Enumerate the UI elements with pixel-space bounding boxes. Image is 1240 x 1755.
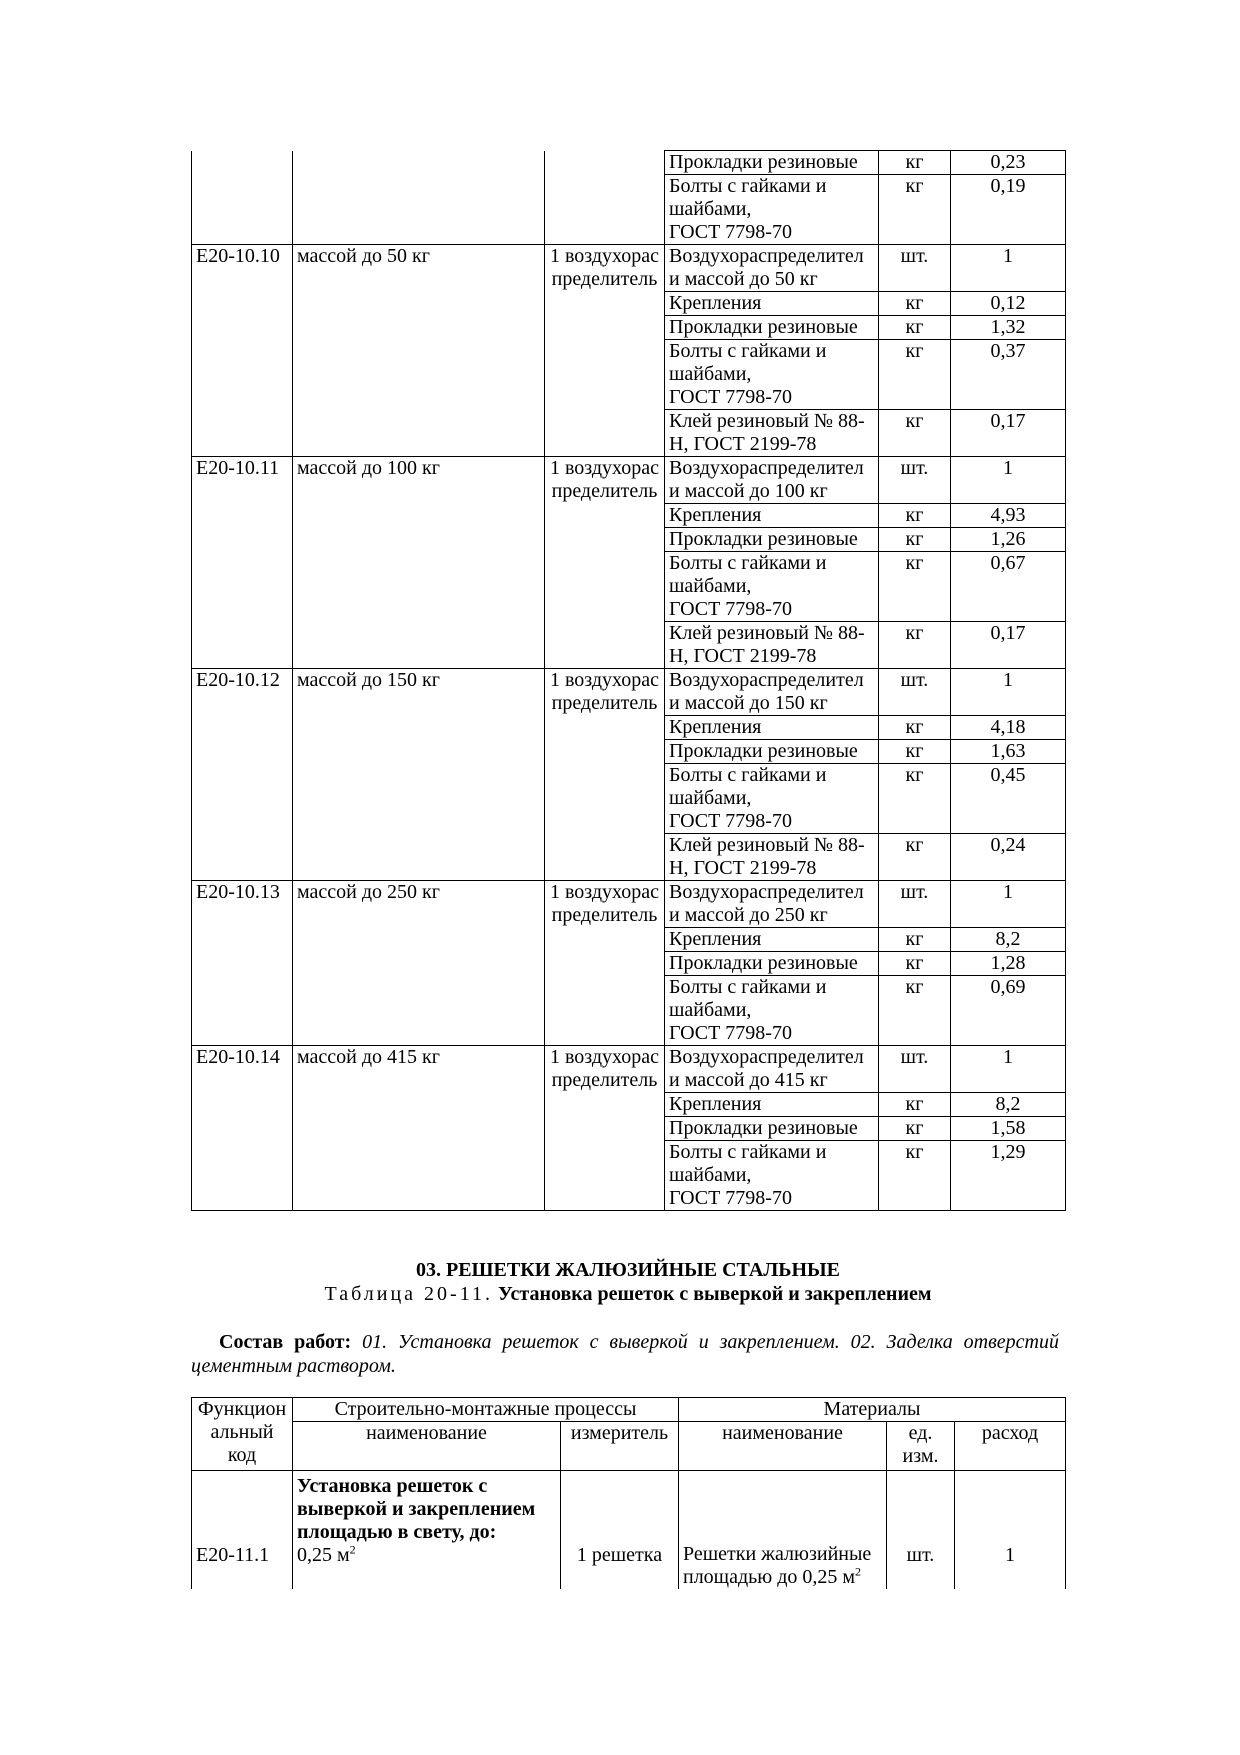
row-code: Е20-11.1	[192, 1471, 293, 1590]
row-unit: шт.	[887, 1471, 955, 1590]
material-name: Болты с гайками и шайбами, ГОСТ 7798-70	[665, 552, 879, 622]
table-title: Установка решеток с выверкой и закреплением	[497, 1283, 932, 1305]
material-unit: кг	[879, 340, 951, 410]
material-name: Крепления	[665, 292, 879, 316]
material-unit: кг	[879, 928, 951, 952]
row-qty: 1	[955, 1471, 1066, 1590]
row-code	[192, 151, 293, 245]
row-size-value: 0,25 м	[297, 1544, 350, 1566]
row-measure: 1 воздухорас пределитель	[545, 245, 665, 457]
material-name: Прокладки резиновые	[665, 1117, 879, 1141]
header-mat-qty: расход	[955, 1422, 1066, 1471]
material-name: Прокладки резиновые	[665, 952, 879, 976]
material-unit: кг	[879, 528, 951, 552]
row-measure: 1 воздухорас пределитель	[545, 669, 665, 881]
row-code: Е20-10.12	[192, 669, 293, 881]
material-unit: кг	[879, 834, 951, 881]
material-name: Воздухораспределител и массой до 415 кг	[665, 1046, 879, 1093]
material-unit: кг	[879, 552, 951, 622]
material-qty: 1,29	[951, 1141, 1066, 1211]
table-row	[192, 881, 1066, 928]
material-name: Прокладки резиновые	[665, 528, 879, 552]
row-name	[293, 151, 545, 245]
material-qty: 0,45	[951, 764, 1066, 834]
material-unit: шт.	[879, 669, 951, 716]
material-qty: 0,12	[951, 292, 1066, 316]
material-unit: кг	[879, 716, 951, 740]
material-qty: 0,37	[951, 340, 1066, 410]
material-name: Болты с гайками и шайбами, ГОСТ 7798-70	[665, 175, 879, 245]
material-unit: кг	[879, 764, 951, 834]
material-qty: 1,32	[951, 316, 1066, 340]
material-unit: кг	[879, 1141, 951, 1211]
section-title: 03. РЕШЕТКИ ЖАЛЮЗИЙНЫЕ СТАЛЬНЫЕ	[416, 1259, 840, 1281]
table-row	[192, 669, 1066, 716]
material-name: Болты с гайками и шайбами, ГОСТ 7798-70	[665, 1141, 879, 1211]
row-measure: 1 решетка	[561, 1471, 679, 1590]
material-qty: 1	[951, 881, 1066, 928]
table-number: Таблица 20-11.	[324, 1283, 493, 1305]
material-name: Клей резиновый № 88-Н, ГОСТ 2199-78	[665, 410, 879, 457]
material-qty: 0,17	[951, 410, 1066, 457]
row-name	[293, 1471, 561, 1590]
material-qty: 1	[951, 669, 1066, 716]
material-qty: 0,17	[951, 622, 1066, 669]
material-unit: шт.	[879, 881, 951, 928]
row-name: массой до 250 кг	[293, 881, 545, 1046]
material-name: Воздухораспределител и массой до 50 кг	[665, 245, 879, 292]
row-mat-name-sup: 2	[855, 1564, 862, 1579]
row-size	[297, 1544, 556, 1567]
material-qty: 8,2	[951, 1093, 1066, 1117]
material-unit: кг	[879, 151, 951, 175]
material-qty: 1	[951, 245, 1066, 292]
material-qty: 1,58	[951, 1117, 1066, 1141]
row-mat-name-text: Решетки жалюзийные площадью до 0,25 м	[683, 1543, 872, 1588]
table-row	[192, 245, 1066, 292]
material-qty: 0,69	[951, 976, 1066, 1046]
works-label: Состав работ:	[219, 1331, 352, 1353]
material-qty: 0,23	[951, 151, 1066, 175]
material-qty: 1,28	[951, 952, 1066, 976]
header-mat-unit: ед. изм.	[887, 1422, 955, 1471]
row-code: Е20-10.13	[192, 881, 293, 1046]
material-name: Крепления	[665, 928, 879, 952]
header-row-1	[192, 1398, 1066, 1422]
material-name: Прокладки резиновые	[665, 740, 879, 764]
materials-table-continued	[191, 150, 1066, 1211]
material-unit: кг	[879, 1093, 951, 1117]
row-name: массой до 100 кг	[293, 457, 545, 669]
header-mat-name: наименование	[679, 1422, 887, 1471]
material-qty: 1,63	[951, 740, 1066, 764]
material-qty: 4,18	[951, 716, 1066, 740]
row-name: массой до 150 кг	[293, 669, 545, 881]
material-name: Воздухораспределител и массой до 250 кг	[665, 881, 879, 928]
row-code: Е20-10.11	[192, 457, 293, 669]
material-unit: кг	[879, 504, 951, 528]
material-qty: 1,26	[951, 528, 1066, 552]
material-name: Воздухораспределител и массой до 150 кг	[665, 669, 879, 716]
header-code: Функцион альный код	[192, 1398, 293, 1471]
material-qty: 1	[951, 457, 1066, 504]
material-name: Крепления	[665, 1093, 879, 1117]
row-code: Е20-10.10	[192, 245, 293, 457]
row-size-sup: 2	[349, 1542, 356, 1557]
table-row	[192, 151, 1066, 175]
table-row	[192, 457, 1066, 504]
grates-table	[191, 1397, 1066, 1589]
material-name: Воздухораспределител и массой до 100 кг	[665, 457, 879, 504]
material-name: Болты с гайками и шайбами, ГОСТ 7798-70	[665, 340, 879, 410]
material-unit: шт.	[879, 1046, 951, 1093]
row-code: Е20-10.14	[192, 1046, 293, 1211]
row-measure: 1 воздухорас пределитель	[545, 881, 665, 1046]
material-unit: шт.	[879, 457, 951, 504]
material-qty: 8,2	[951, 928, 1066, 952]
material-qty: 1	[951, 1046, 1066, 1093]
header-processes: Строительно-монтажные процессы	[293, 1398, 679, 1422]
material-name: Прокладки резиновые	[665, 151, 879, 175]
material-name: Клей резиновый № 88-Н, ГОСТ 2199-78	[665, 834, 879, 881]
works-composition	[191, 1330, 1059, 1378]
table-row	[192, 1046, 1066, 1093]
material-unit: кг	[879, 622, 951, 669]
header-proc-name: наименование	[293, 1422, 561, 1471]
material-unit: кг	[879, 316, 951, 340]
row-measure: 1 воздухорас пределитель	[545, 1046, 665, 1211]
material-name: Болты с гайками и шайбами, ГОСТ 7798-70	[665, 764, 879, 834]
material-name: Прокладки резиновые	[665, 316, 879, 340]
table-row	[192, 1471, 1066, 1590]
header-proc-measure: измеритель	[561, 1422, 679, 1471]
material-unit: кг	[879, 1117, 951, 1141]
material-name: Крепления	[665, 504, 879, 528]
material-unit: кг	[879, 292, 951, 316]
table-caption	[191, 1282, 1065, 1306]
material-qty: 0,19	[951, 175, 1066, 245]
material-unit: кг	[879, 976, 951, 1046]
header-row-2	[192, 1422, 1066, 1471]
row-measure: 1 воздухорас пределитель	[545, 457, 665, 669]
material-qty: 0,24	[951, 834, 1066, 881]
material-unit: кг	[879, 952, 951, 976]
group-title: Установка решеток с выверкой и закреплением площадью в свету, до:	[297, 1475, 536, 1543]
row-name: массой до 50 кг	[293, 245, 545, 457]
works-text: 01. Установка решеток с выверкой и закреплением. 02. Заделка отверстий цементным раствором.	[191, 1331, 1059, 1377]
material-name: Болты с гайками и шайбами, ГОСТ 7798-70	[665, 976, 879, 1046]
material-qty: 4,93	[951, 504, 1066, 528]
material-name: Крепления	[665, 716, 879, 740]
material-name: Клей резиновый № 88-Н, ГОСТ 2199-78	[665, 622, 879, 669]
material-qty: 0,67	[951, 552, 1066, 622]
material-unit: кг	[879, 175, 951, 245]
row-name: массой до 415 кг	[293, 1046, 545, 1211]
material-unit: шт.	[879, 245, 951, 292]
header-materials: Материалы	[679, 1398, 1066, 1422]
row-measure	[545, 151, 665, 245]
material-unit: кг	[879, 410, 951, 457]
row-mat-name	[679, 1471, 887, 1590]
material-unit: кг	[879, 740, 951, 764]
